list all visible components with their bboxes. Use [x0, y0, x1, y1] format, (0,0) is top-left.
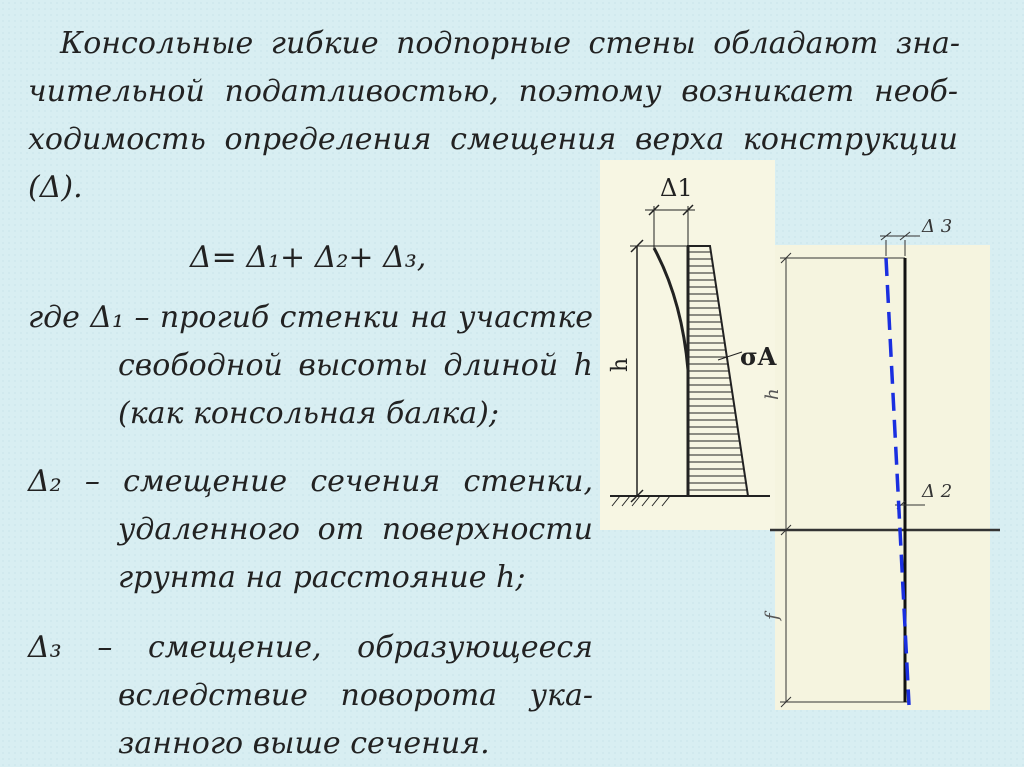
definition-d1-line-3: (как консольная балка); [118, 396, 499, 431]
height-label: h [608, 357, 633, 372]
definition-d2-line-1: Δ₂ – смещение сечения стенки, [28, 464, 593, 499]
definition-d2-line-3: грунта на расстояние h; [118, 560, 526, 595]
delta2-label: Δ 2 [922, 481, 953, 502]
intro-line-3: ходимость определения смещения верха конструкции [28, 122, 958, 157]
definition-d2-line-2: удаленного от поверхности [118, 512, 593, 547]
definition-d3-line-2: вследствие поворота ука- [118, 678, 593, 713]
intro-line-2: чительной податливостью, поэтому возникает необ- [28, 74, 958, 109]
formula: Δ= Δ₁+ Δ₂+ Δ₃, [190, 240, 427, 275]
definition-d1-line-1: где Δ₁ – прогиб стенки на участке [28, 300, 593, 335]
intro-line-1: Консольные гибкие подпорные стены обладают зна- [60, 26, 960, 61]
delta1-label: Δ1 [660, 174, 693, 202]
definition-d3-line-1: Δ₃ – смещение, образующееся [28, 630, 593, 665]
definition-d1-line-2: свободной высоты длиной h [118, 348, 593, 383]
right-figure-background [775, 245, 990, 710]
stress-label: σA [740, 342, 777, 371]
intro-line-4: (Δ). [28, 170, 83, 205]
h-dimension-label: h [762, 388, 783, 400]
delta3-label: Δ 3 [922, 216, 953, 237]
definition-d3-line-3: занного выше сечения. [118, 726, 490, 761]
f-dimension-label: f [762, 613, 783, 620]
